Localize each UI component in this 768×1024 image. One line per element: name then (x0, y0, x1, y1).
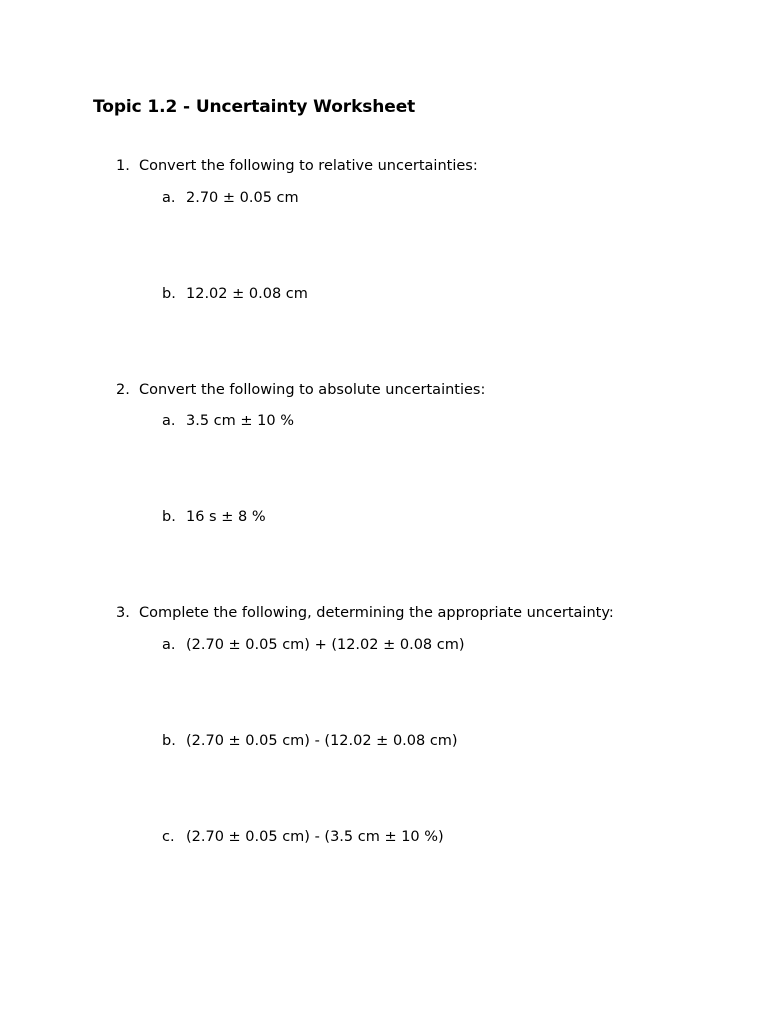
question-text: Complete the following, determining the appropriate uncertainty: (139, 605, 614, 621)
part-text: 16 s ± 8 % (186, 509, 266, 525)
question-3-part-a (162, 635, 465, 655)
question-3 (116, 603, 614, 623)
part-letter: b. (162, 286, 176, 302)
part-text: (2.70 ± 0.05 cm) + (12.02 ± 0.08 cm) (186, 637, 465, 653)
question-1-part-a (162, 188, 299, 208)
part-letter: a. (162, 190, 176, 206)
question-1-part-b (162, 284, 308, 304)
part-letter: a. (162, 637, 176, 653)
part-letter: b. (162, 733, 176, 749)
part-letter: c. (162, 829, 175, 845)
part-text: 12.02 ± 0.08 cm (186, 286, 308, 302)
question-2-part-b (162, 507, 266, 527)
part-letter: a. (162, 413, 176, 429)
question-number: 3. (116, 605, 130, 621)
part-text: 2.70 ± 0.05 cm (186, 190, 299, 206)
worksheet-title: Topic 1.2 - Uncertainty Worksheet (93, 97, 416, 117)
question-text: Convert the following to absolute uncertainties: (139, 382, 486, 398)
part-letter: b. (162, 509, 176, 525)
question-2 (116, 380, 485, 400)
question-3-part-b (162, 731, 458, 751)
part-text: (2.70 ± 0.05 cm) - (12.02 ± 0.08 cm) (186, 733, 458, 749)
question-2-part-a (162, 411, 294, 431)
question-1 (116, 156, 478, 176)
question-number: 2. (116, 382, 130, 398)
question-text: Convert the following to relative uncertainties: (139, 158, 478, 174)
part-text: (2.70 ± 0.05 cm) - (3.5 cm ± 10 %) (186, 829, 444, 845)
question-number: 1. (116, 158, 130, 174)
part-text: 3.5 cm ± 10 % (186, 413, 294, 429)
question-3-part-c (162, 827, 444, 847)
